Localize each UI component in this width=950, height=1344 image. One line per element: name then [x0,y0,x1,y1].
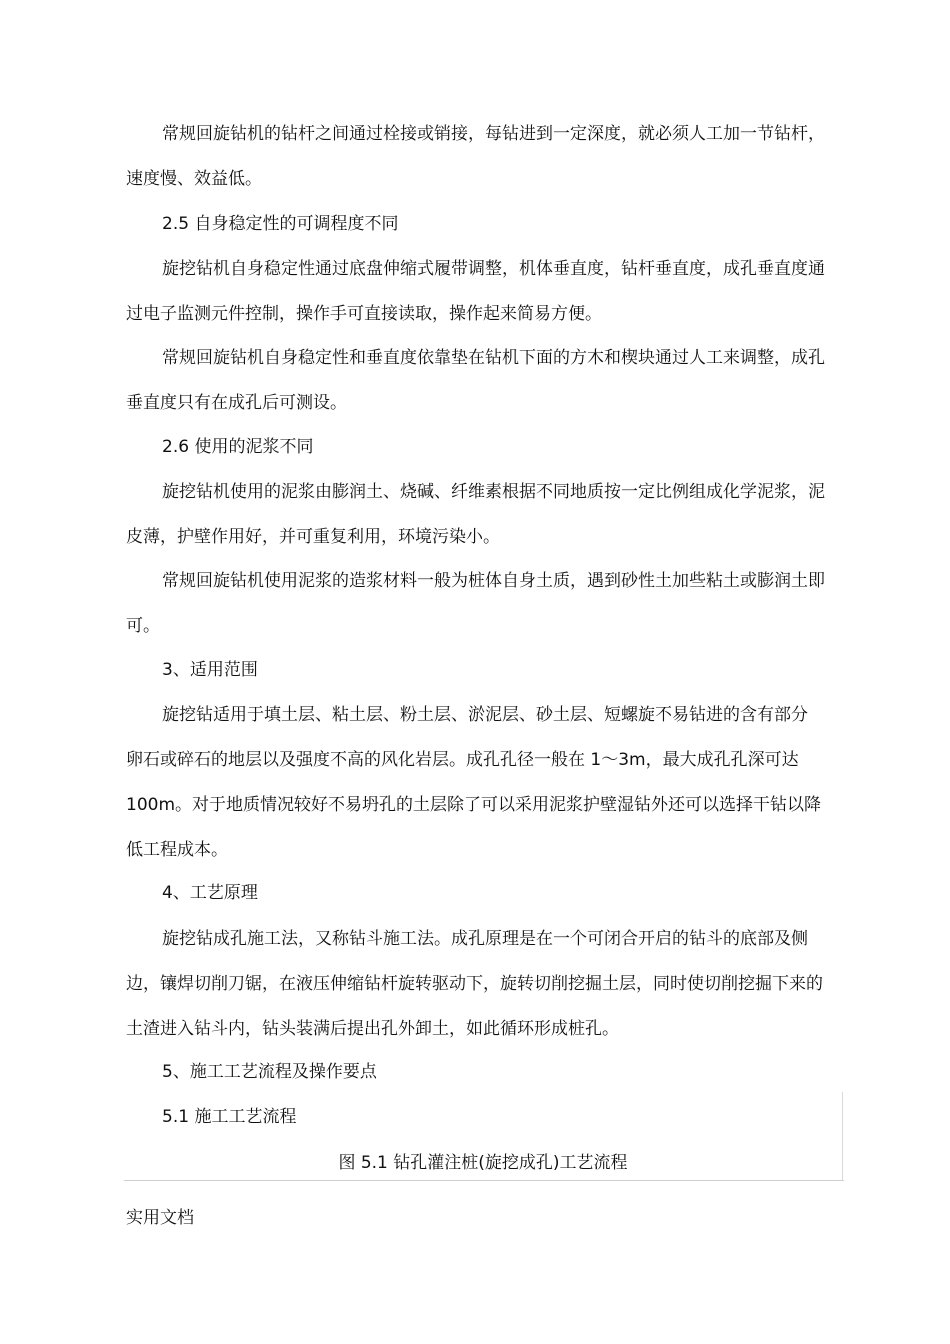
section-heading-2-5: 2.5 自身稳定性的可调程度不同 [162,214,399,234]
paragraph-rotary-stability [126,247,844,337]
paragraph-conventional-mud [126,559,844,649]
paragraph-line: 可。 [126,616,160,636]
section-heading-5: 5、施工工艺流程及操作要点 [162,1062,377,1082]
figure-frame-right-border [842,1092,843,1180]
section-heading-2-6: 2.6 使用的泥浆不同 [162,437,314,457]
paragraph-line: 低工程成本。 [126,840,228,860]
paragraph-line: 土渣进入钻斗内，钻头装满后提出孔外卸土，如此循环形成桩孔。 [126,1019,619,1039]
paragraph-line: 皮薄，护壁作用好，并可重复利用，环境污染小。 [126,527,500,547]
paragraph-line: 卵石或碎石的地层以及强度不高的风化岩层。成孔孔径一般在 1～3m，最大成孔孔深可达 [126,750,799,770]
paragraph-line: 过电子监测元件控制，操作手可直接读取，操作起来简易方便。 [126,304,602,324]
paragraph-line: 旋挖钻机使用的泥浆由膨润土、烧碱、纤维素根据不同地质按一定比例组成化学泥浆，泥 [162,482,825,502]
paragraph-line: 100m。对于地质情况较好不易坍孔的土层除了可以采用泥浆护壁湿钻外还可以选择干钻以降 [126,795,822,815]
section-heading-3: 3、适用范围 [162,660,258,680]
figure-caption: 图 5.1 钻孔灌注桩(旋挖成孔)工艺流程 [338,1153,628,1173]
paragraph-line: 常规回旋钻机使用泥浆的造浆材料一般为桩体自身土质，遇到砂性土加些粘土或膨润土即 [162,571,825,591]
page-footer: 实用文档 [126,1208,194,1228]
paragraph-application-scope [126,693,844,873]
section-heading-4: 4、工艺原理 [162,883,258,903]
paragraph-line: 边，镶焊切削刀锯，在液压伸缩钻杆旋转驱动下，旋转切削挖掘土层，同时使切削挖掘下来的 [126,974,823,994]
paragraph-process-principle [126,917,844,1052]
paragraph-line: 垂直度只有在成孔后可测设。 [126,393,347,413]
paragraph-conventional-stability [126,336,844,426]
paragraph-line: 旋挖钻机自身稳定性通过底盘伸缩式履带调整，机体垂直度，钻杆垂直度，成孔垂直度通 [162,259,825,279]
paragraph-line: 旋挖钻成孔施工法，又称钻斗施工法。成孔原理是在一个可闭合开启的钻斗的底部及侧 [162,929,808,949]
paragraph-drill-rod-connection [126,112,844,202]
paragraph-rotary-mud [126,470,844,560]
paragraph-line: 旋挖钻适用于填土层、粘土层、粉土层、淤泥层、砂土层、短螺旋不易钻进的含有部分 [162,705,808,725]
paragraph-line: 常规回旋钻机的钻杆之间通过栓接或销接，每钻进到一定深度，就必须人工加一节钻杆， [162,124,825,144]
paragraph-line: 速度慢、效益低。 [126,169,262,189]
paragraph-line: 常规回旋钻机自身稳定性和垂直度依靠垫在钻机下面的方木和楔块通过人工来调整，成孔 [162,348,825,368]
section-heading-5-1: 5.1 施工工艺流程 [162,1107,297,1127]
